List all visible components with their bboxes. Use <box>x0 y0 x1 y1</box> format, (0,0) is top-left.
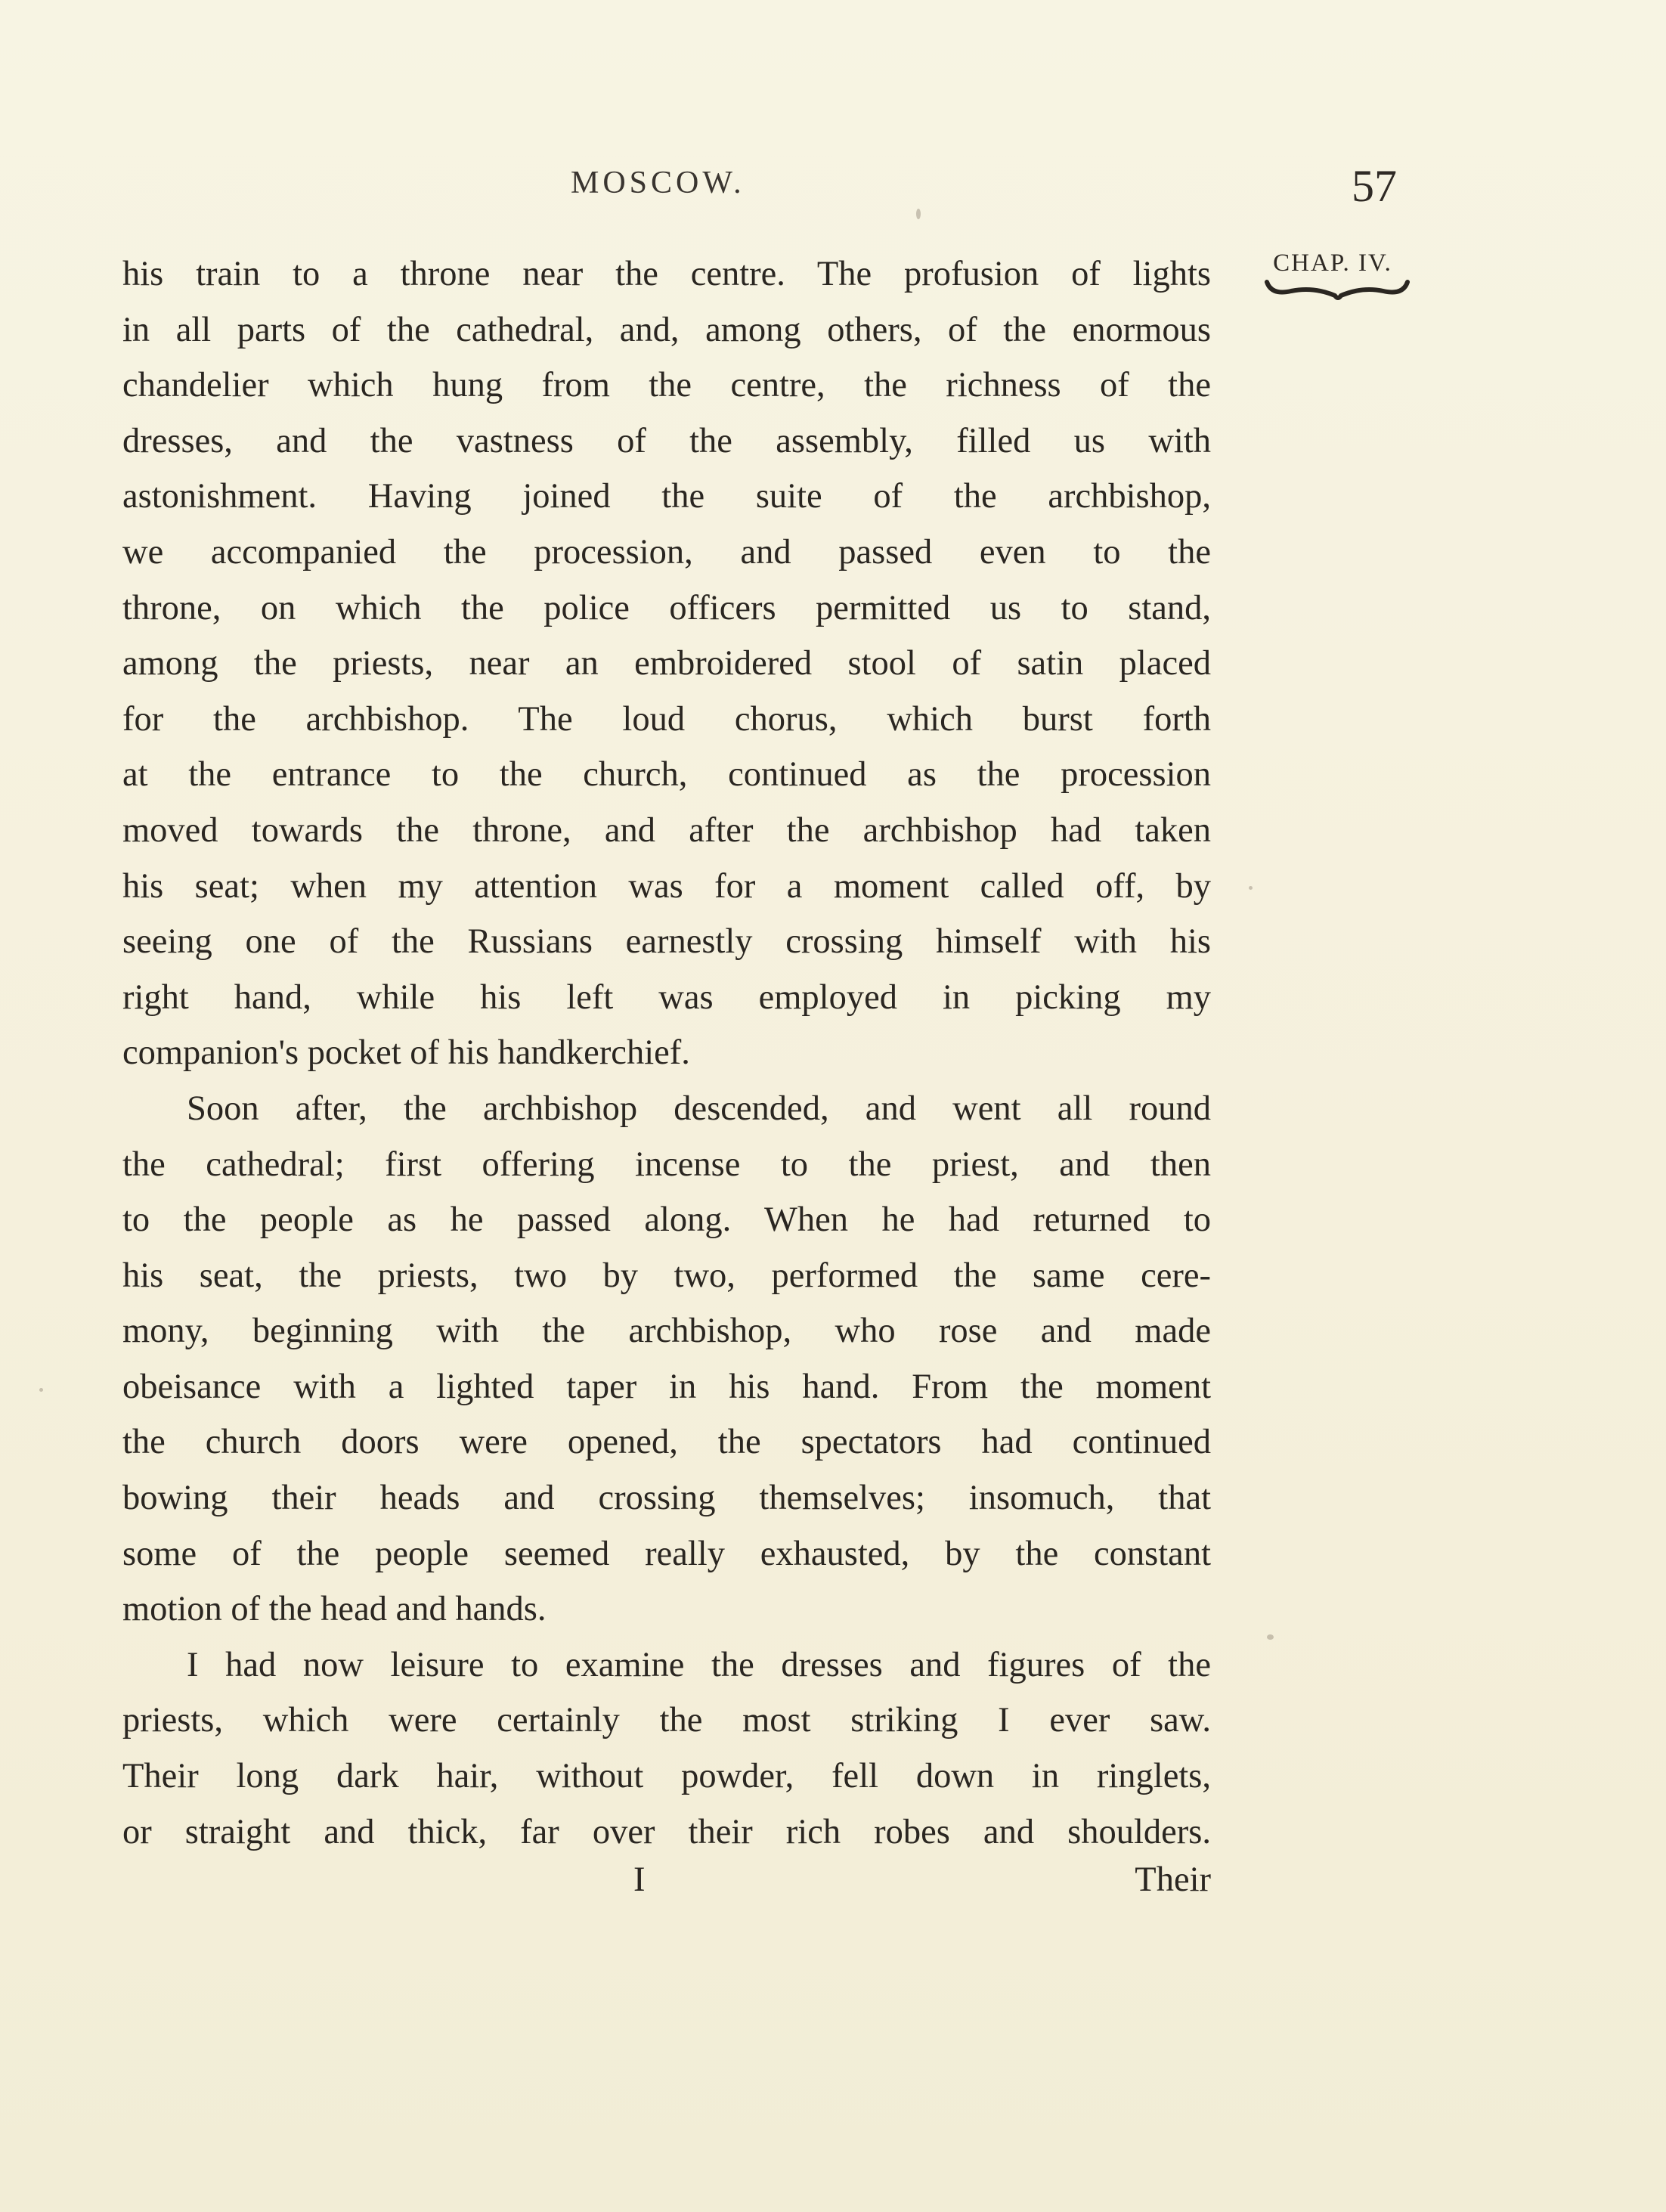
paper-speck <box>39 1388 43 1392</box>
signature-mark: I <box>633 1860 646 1899</box>
text-line: chandelier which hung from the centre, the richness of the <box>122 366 1211 405</box>
text-line: to the people as he passed along. When he had returned to <box>122 1200 1211 1240</box>
text-line: companion's pocket of his handkerchief. <box>122 1033 690 1073</box>
catchword: Their <box>1135 1860 1211 1899</box>
paper-speck <box>1267 1634 1274 1640</box>
text-line: some of the people seemed really exhausted, by the constant <box>122 1534 1211 1573</box>
chapter-margin-note <box>1261 249 1404 305</box>
text-line: among the priests, near an embroidered stool of satin placed <box>122 644 1211 683</box>
text-line: mony, beginning with the archbishop, who rose and made <box>122 1312 1211 1351</box>
text-line: the church doors were opened, the spectators had continued <box>122 1423 1211 1462</box>
paper-speck <box>916 209 921 219</box>
text-line: the cathedral; first offering incense to the priest, and then <box>122 1145 1211 1184</box>
text-line: obeisance with a lighted taper in his hand. From the moment <box>122 1367 1211 1406</box>
paper-speck <box>1249 886 1253 890</box>
text-line: his seat, the priests, two by two, performed the same cere- <box>122 1256 1211 1295</box>
text-line: for the archbishop. The loud chorus, which burst forth <box>122 699 1211 739</box>
text-line: priests, which were certainly the most striking I ever saw. <box>122 1701 1211 1740</box>
text-line: his seat; when my attention was for a moment called off, by <box>122 866 1211 906</box>
chapter-label: CHAP. IV. <box>1273 249 1392 277</box>
text-line: throne, on which the police officers permitted us to stand, <box>122 588 1211 627</box>
page-number: 57 <box>1352 161 1397 211</box>
text-line: his train to a throne near the centre. The profusion of lights <box>122 255 1211 293</box>
text-line: motion of the head and hands. <box>122 1590 547 1629</box>
text-line: Their long dark hair, without powder, fell down in ringlets, <box>122 1757 1211 1796</box>
text-line: or straight and thick, far over their rich robes and shoulders. <box>122 1812 1211 1851</box>
text-line: at the entrance to the church, continued as the procession <box>122 755 1211 795</box>
page-footer <box>122 1860 1211 1916</box>
body-text <box>122 246 1211 1860</box>
text-line: Soon after, the archbishop descended, and went all round <box>187 1089 1211 1128</box>
text-line: moved towards the throne, and after the archbishop had taken <box>122 810 1211 850</box>
brace-ornament-icon <box>1261 277 1412 305</box>
text-line: astonishment. Having joined the suite of the archbishop, <box>122 477 1211 516</box>
running-head: MOSCOW. <box>571 166 745 200</box>
text-line: right hand, while his left was employed in picking my <box>122 977 1211 1017</box>
text-line: we accompanied the procession, and passed even to the <box>122 532 1211 572</box>
text-line: I had now leisure to examine the dresses and figures of the <box>187 1645 1211 1684</box>
text-line: bowing their heads and crossing themselves; insomuch, that <box>122 1479 1211 1518</box>
text-line: seeing one of the Russians earnestly crossing himself with his <box>122 922 1211 962</box>
text-line: in all parts of the cathedral, and, among others, of the enormous <box>122 310 1211 349</box>
text-line: dresses, and the vastness of the assembly, filled us with <box>122 421 1211 460</box>
